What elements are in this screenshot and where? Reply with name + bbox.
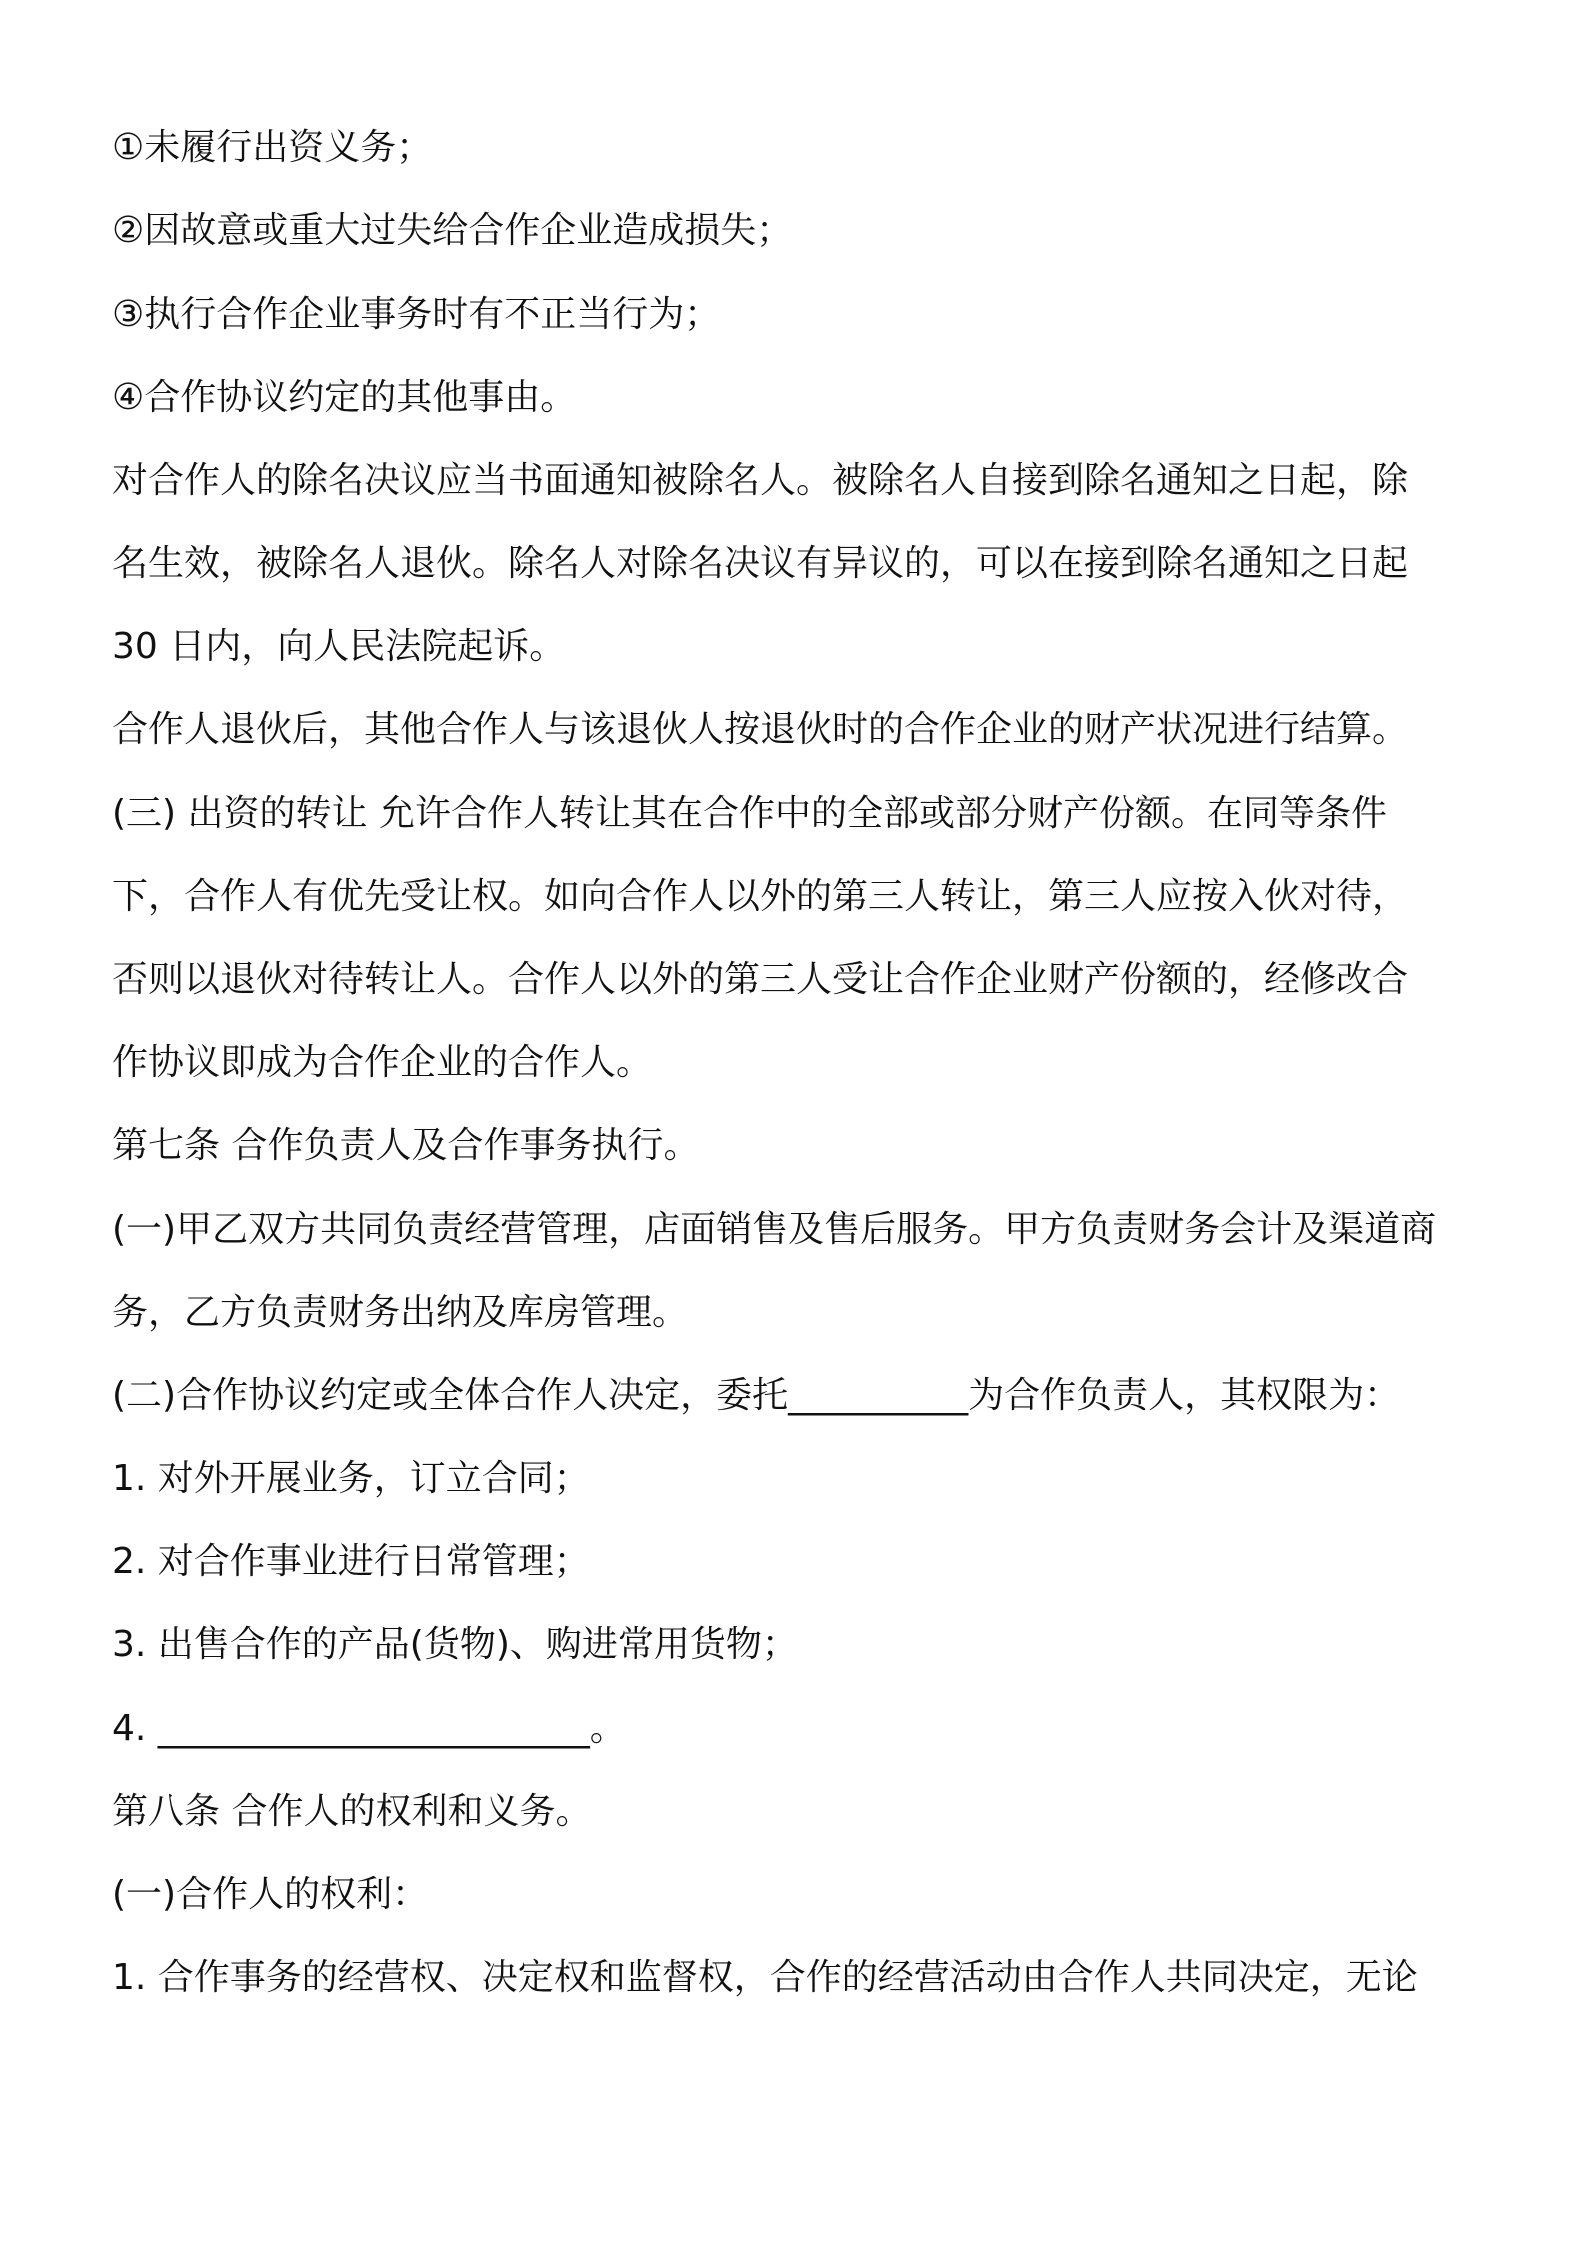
text-line-14: (一)甲乙双方共同负责经营管理，店面销售及售后服务。甲方负责财务会计及渠道商 — [112, 1209, 1437, 1250]
text-line-3: ③执行合作企业事务时有不正当行为； — [112, 294, 721, 335]
text-line-5: 对合作人的除名决议应当书面通知被除名人。被除名人自接到除名通知之日起，除 — [112, 460, 1409, 501]
section-heading-8: 第八条 合作人的权利和义务。 — [112, 1791, 592, 1832]
text-line-23: 1. 合作事务的经营权、决定权和监督权，合作的经营活动由合作人共同决定，无论 — [112, 1957, 1418, 1998]
text-line-4: ④合作协议约定的其他事由。 — [112, 377, 577, 418]
text-line-8: 合作人退伙后，其他合作人与该退伙人按退伙时的合作企业的财产状况进行结算。 — [112, 709, 1409, 750]
subsection-heading: (一)合作人的权利： — [112, 1874, 429, 1915]
text-line-10: 下，合作人有优先受让权。如向合作人以外的第三人转让，第三人应按入伙对待， — [112, 876, 1409, 917]
text-line-12: 作协议即成为合作企业的合作人。 — [112, 1042, 653, 1083]
section-heading-7: 第七条 合作负责人及合作事务执行。 — [112, 1125, 700, 1166]
text-line-6: 名生效，被除名人退伙。除名人对除名决议有异议的，可以在接到除名通知之日起 — [112, 543, 1409, 584]
text-line-11: 否则以退伙对待转让人。合作人以外的第三人受让合作企业财产份额的，经修改合 — [112, 959, 1409, 1000]
text-line-7: 30 日内，向人民法院起诉。 — [112, 626, 566, 667]
list-item-3: 3. 出售合作的产品(货物)、购进常用货物； — [112, 1624, 798, 1665]
text-line-1: ①未履行出资义务； — [112, 127, 433, 168]
text-line-9: (三) 出资的转让 允许合作人转让其在合作中的全部或部分财产份额。在同等条件 — [112, 793, 1387, 834]
list-item-2: 2. 对合作事业进行日常管理； — [112, 1541, 590, 1582]
list-item-1: 1. 对外开展业务，订立合同； — [112, 1458, 590, 1499]
text-line-16: (二)合作协议约定或全体合作人决定，委托__________为合作负责人，其权限为： — [112, 1375, 1401, 1416]
text-line-2: ②因故意或重大过失给合作企业造成损失； — [112, 210, 793, 251]
list-item-4: 4. ________________________。 — [112, 1708, 626, 1749]
text-line-15: 务，乙方负责财务出纳及库房管理。 — [112, 1292, 689, 1333]
